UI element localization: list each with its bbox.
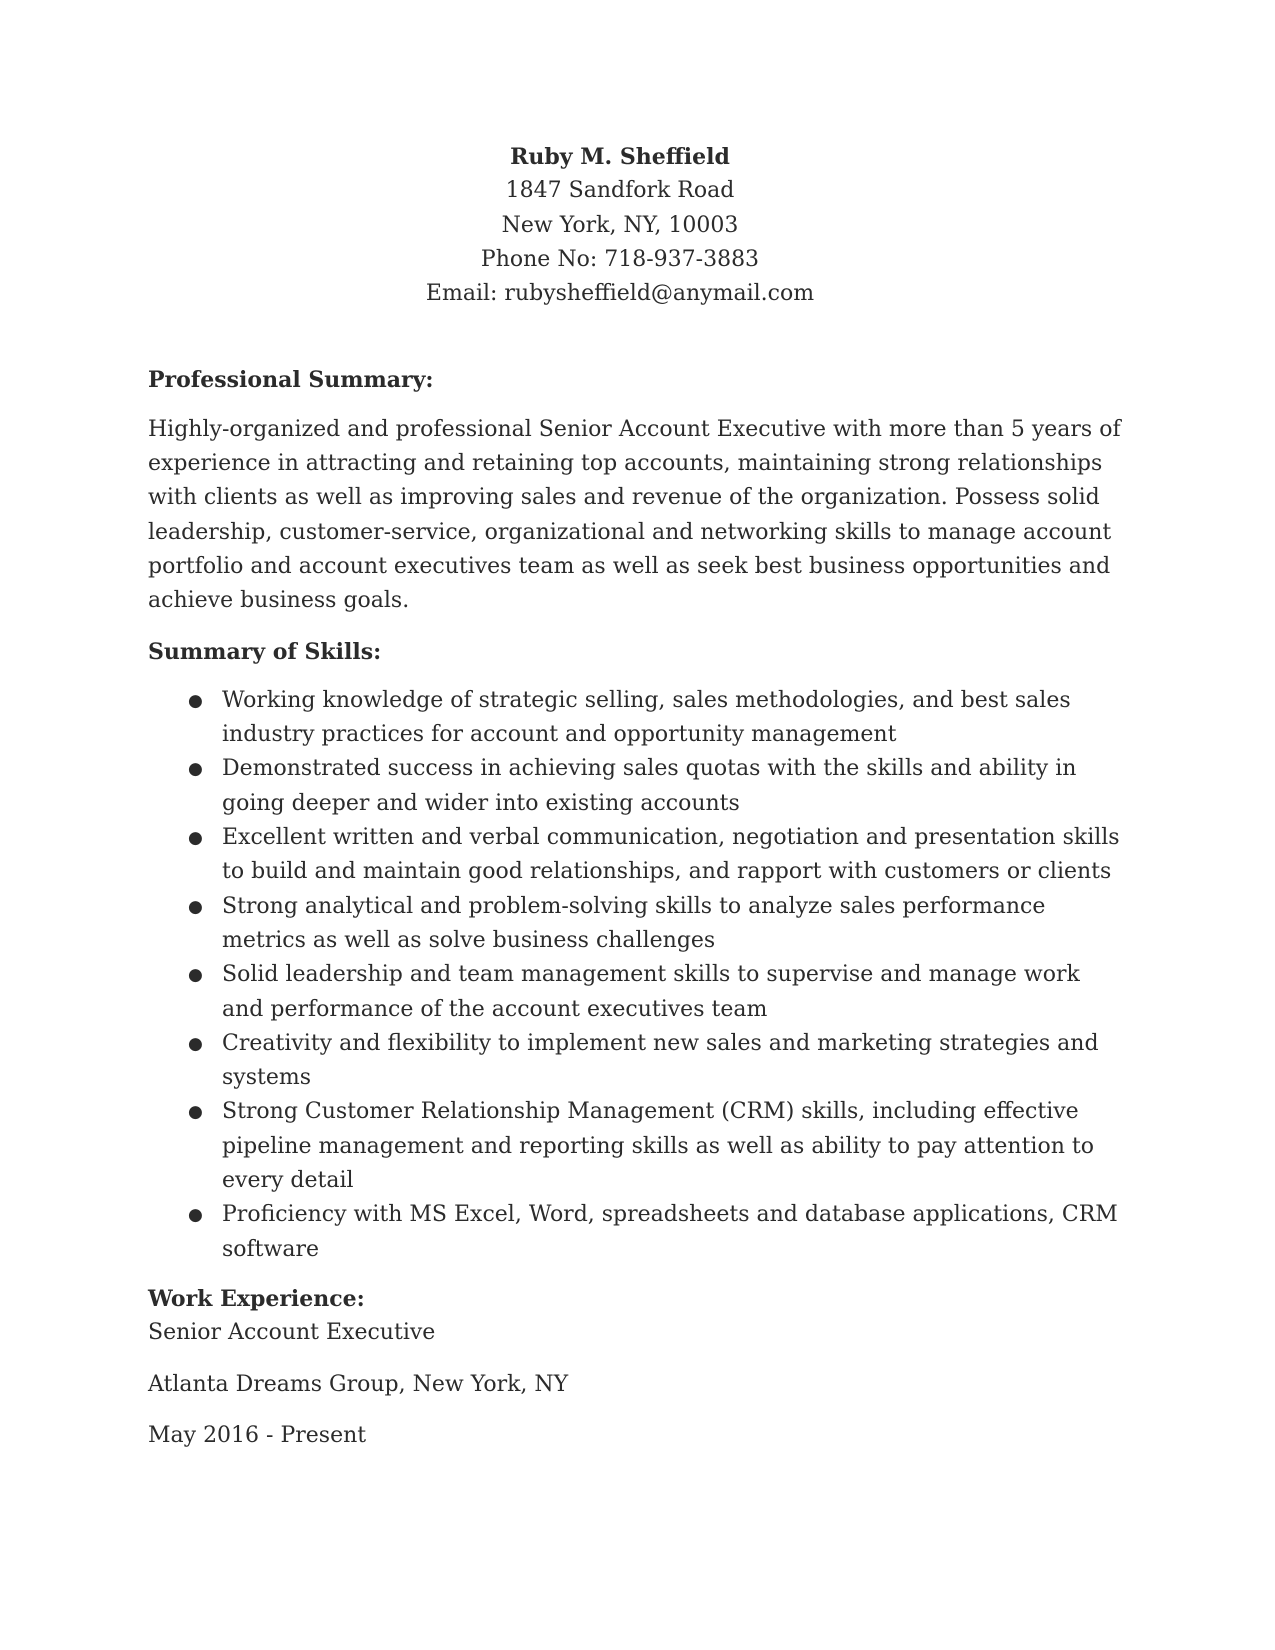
bullet-icon: ● [188,1102,203,1123]
skill-item [148,684,1128,753]
bullet-icon: ● [188,896,203,917]
resume-page [148,140,1128,1453]
bullet-icon: ● [188,690,203,711]
skill-item [148,1095,1128,1198]
skill-item [148,890,1128,959]
bullet-icon: ● [188,965,203,986]
skill-text: Solid leadership and team management skills to supervise and manage work and performance of the account executives team [222,962,1080,1022]
skill-text: Strong analytical and problem-solving skills to analyze sales performance metrics as well as solve business challenges [222,893,1046,953]
bullet-icon: ● [188,759,203,780]
professional-summary-heading: Professional Summary: [148,367,434,394]
skill-item [148,1198,1128,1267]
contact-header [130,140,1110,311]
skill-item [148,821,1128,890]
email-address: Email: rubysheffield@anymail.com [425,281,815,307]
skill-text: Working knowledge of strategic selling, sales methodologies, and best sales industry practices for account and opportunity management [222,687,1071,748]
bullet-icon: ● [188,1205,203,1226]
phone-number: Phone No: 718-937-3883 [480,246,760,272]
skill-item [148,1027,1128,1096]
bullet-icon: ● [188,828,203,849]
address-line-1: 1847 Sandfork Road [505,178,735,204]
bullet-icon: ● [188,1033,203,1054]
skills-list [148,684,1128,1267]
skill-item [148,958,1128,1027]
skill-text: Excellent written and verbal communication, negotiation and presentation skills to build and maintain good relationships, and rapport with customers or clients [222,825,1120,885]
employment-dates: May 2016 - Present [148,1422,367,1448]
skill-item [148,752,1128,821]
address-line-2: New York, NY, 10003 [501,212,739,238]
work-experience-heading: Work Experience: [148,1285,365,1312]
skill-text: Proficiency with MS Excel, Word, spreadsheets and database applications, CRM software [222,1202,1118,1262]
skills-heading: Summary of Skills: [148,638,382,665]
professional-summary-text: Highly-organized and professional Senior Account Executive with more than 5 years of experience in attracting and retaining top accounts, maintaining strong relationships with clients as well as improving sales and revenue of the organization. Possess solid leadership, customer-service, organizational and networking skills to manage account portfolio and account executives team as well as seek best business opportunities and achieve business goals. [148,416,1121,614]
skill-text: Strong Customer Relationship Management (CRM) skills, including effective pipeline management and reporting skills as well as ability to pay attention to every detail [222,1099,1094,1194]
skill-text: Demonstrated success in achieving sales quotas with the skills and ability in going deeper and wider into existing accounts [222,756,1077,816]
skill-text: Creativity and flexibility to implement new sales and marketing strategies and systems [222,1030,1099,1091]
company-name: Atlanta Dreams Group, New York, NY [148,1371,569,1397]
candidate-name: Ruby M. Sheffield [510,144,730,170]
job-title: Senior Account Executive [148,1320,436,1346]
